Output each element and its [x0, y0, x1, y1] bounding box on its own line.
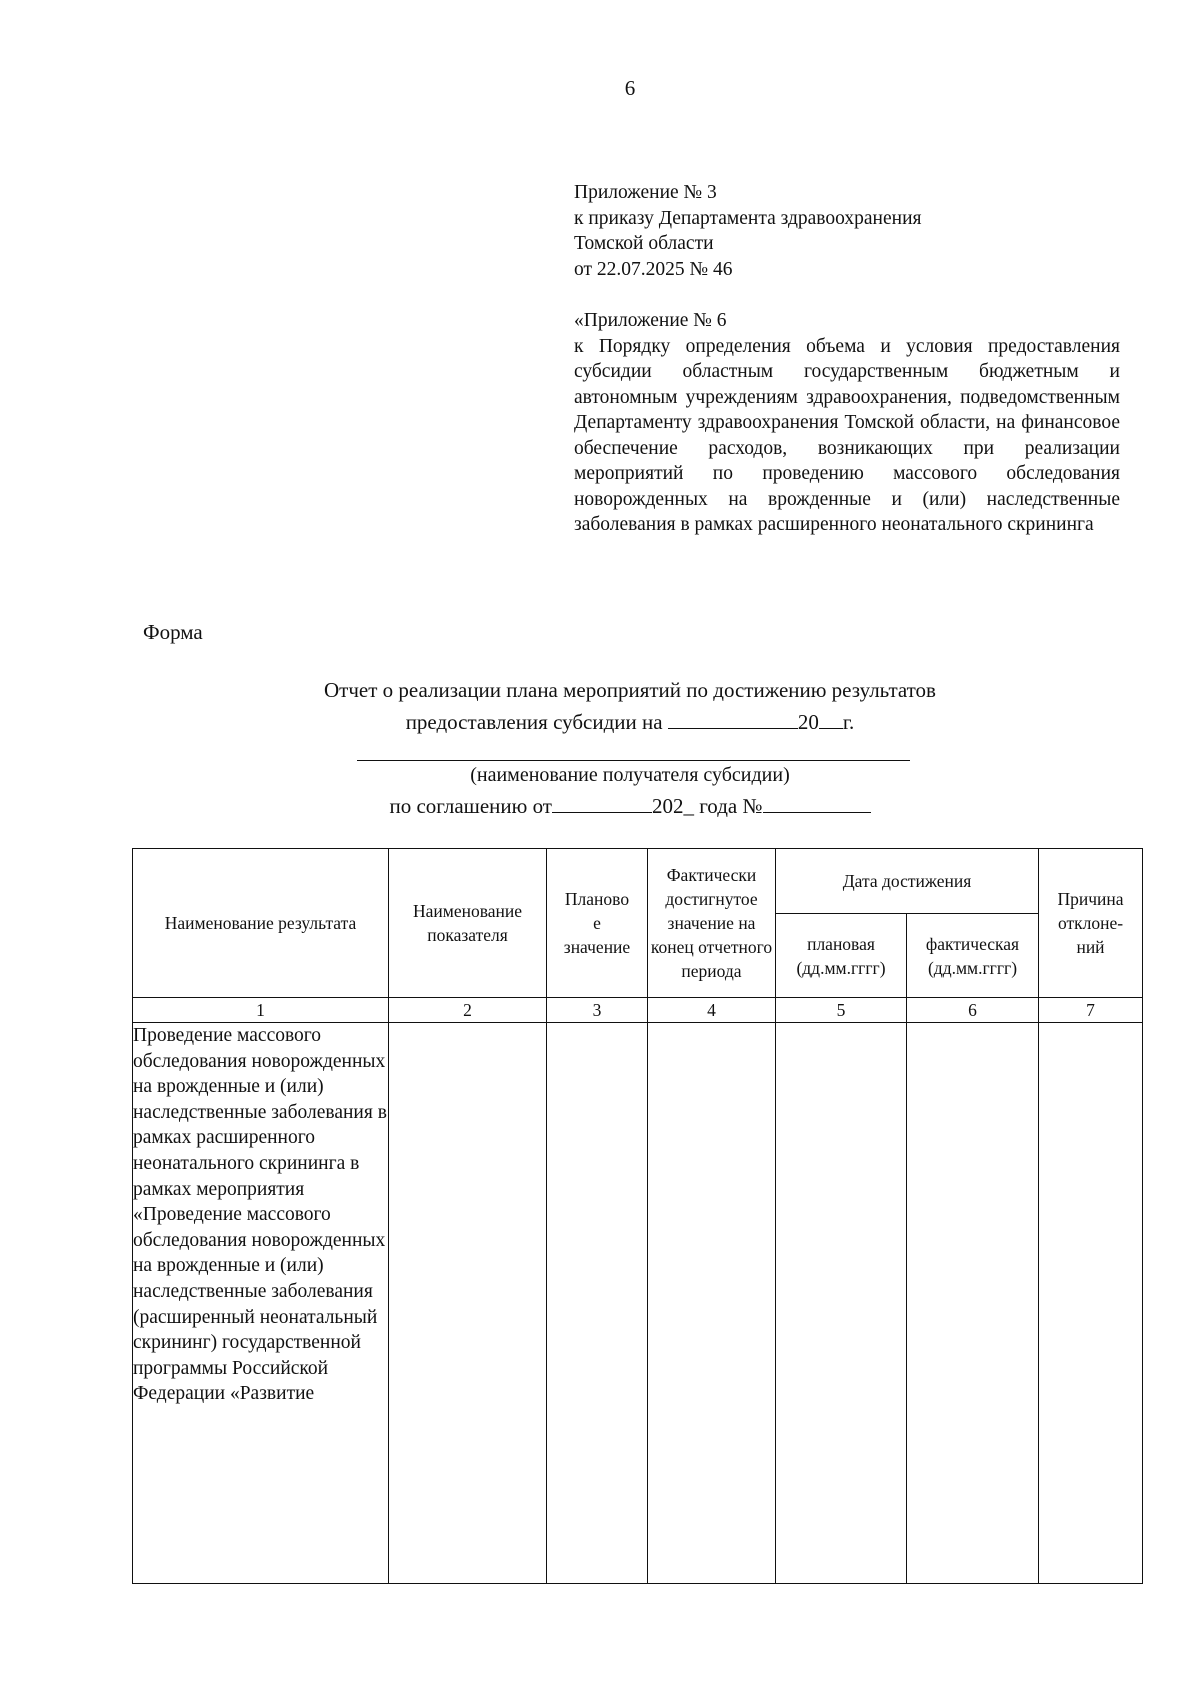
year-blank — [819, 708, 843, 729]
header-actual-date-format: (дд.мм.гггг) — [927, 957, 1018, 978]
header-planned-date — [776, 914, 907, 998]
header-deviation-part: отклоне- — [1057, 913, 1124, 933]
form-label: Форма — [143, 620, 203, 644]
header-date-group: Дата достижения — [776, 849, 1039, 914]
report-title-line2 — [130, 706, 1130, 738]
column-number: 7 — [1039, 998, 1143, 1023]
agreement-prefix: по соглашению от — [389, 794, 552, 818]
agreement-date-blank — [552, 792, 652, 813]
planned-value-cell — [547, 1023, 648, 1584]
actual-date-cell — [907, 1023, 1039, 1584]
header-planned-value-part: значение — [563, 937, 631, 957]
annex-header-line: к приказу Департамента здравоохранения — [574, 207, 922, 229]
annex-inner-title: «Приложение № 6 — [574, 310, 727, 331]
indicator-name-cell — [389, 1023, 547, 1584]
header-actual-date-label: фактическая — [925, 933, 1020, 954]
header-planned-value — [547, 849, 648, 998]
header-deviation-part: ний — [1076, 937, 1105, 957]
header-indicator-name: Наименование показателя — [389, 849, 547, 998]
column-number: 2 — [389, 998, 547, 1023]
agreement-number-blank — [763, 792, 871, 813]
header-result-name: Наименование результата — [133, 849, 389, 998]
annex-inner-body: к Порядку определения объема и условия предоставления субсидии областным государственным бюджетным и автономным учреждениям здравоохранения, подведомственным Департаменту здравоохранения Томской области, на финансовое обеспечение расходов, возникающих при реализации мероприятий по проведению массового обследования новорожденных на врожденные и (или) наследственные заболевания в рамках расширенного неонатального скрининга — [574, 335, 1120, 535]
header-actual-value: Фактически достигнутое значение на конец отчетного периода — [648, 849, 776, 998]
period-blank — [668, 708, 798, 729]
report-title-prefix: предоставления субсидии на — [405, 710, 663, 734]
header-planned-value-part: Планово — [564, 889, 630, 909]
agreement-line — [130, 792, 1130, 819]
column-number: 3 — [547, 998, 648, 1023]
header-planned-date-format: (дд.мм.гггг) — [796, 957, 886, 978]
agreement-year: 202_ — [651, 794, 694, 818]
report-title-year: 20 — [797, 710, 819, 734]
annex-header-line: Приложение № 3 — [574, 182, 717, 203]
result-name-cell: Проведение массового обследования новорожденных на врожденные и (или) наследственные заболевания в рамках расширенного неонатального скрининга в рамках мероприятия «Проведение массового обследования новорожденных на врожденные и (или) наследственные заболевания (расширенный неонатальный скрининг) государственной программы Российской Федерации «Развитие — [133, 1023, 389, 1584]
deviation-reason-cell — [1039, 1023, 1143, 1584]
table-row — [133, 1023, 1143, 1584]
annex-inner — [574, 308, 1120, 538]
page-number: 6 — [624, 76, 636, 100]
annex-header-line: Томской области — [574, 233, 714, 254]
report-title-line1: Отчет о реализации плана мероприятий по достижению результатов — [324, 678, 936, 702]
agreement-year-word: года № — [699, 794, 763, 818]
header-deviation-part: Причина — [1057, 889, 1124, 909]
column-number-row — [133, 998, 1143, 1023]
planned-date-cell — [776, 1023, 907, 1584]
report-title-suffix: г. — [842, 710, 855, 734]
actual-value-cell — [648, 1023, 776, 1584]
annex-header — [574, 180, 1120, 282]
header-deviation-reason — [1039, 849, 1143, 998]
header-actual-date — [907, 914, 1039, 998]
recipient-name-line — [357, 760, 910, 761]
recipient-caption: (наименование получателя субсидии) — [470, 764, 790, 786]
column-number: 4 — [648, 998, 776, 1023]
column-number: 5 — [776, 998, 907, 1023]
report-table — [132, 848, 1143, 1584]
header-planned-date-label: плановая — [807, 933, 875, 954]
header-planned-value-part: е — [593, 913, 601, 933]
column-number: 6 — [907, 998, 1039, 1023]
annex-header-line: от 22.07.2025 № 46 — [574, 258, 733, 280]
column-number: 1 — [133, 998, 389, 1023]
